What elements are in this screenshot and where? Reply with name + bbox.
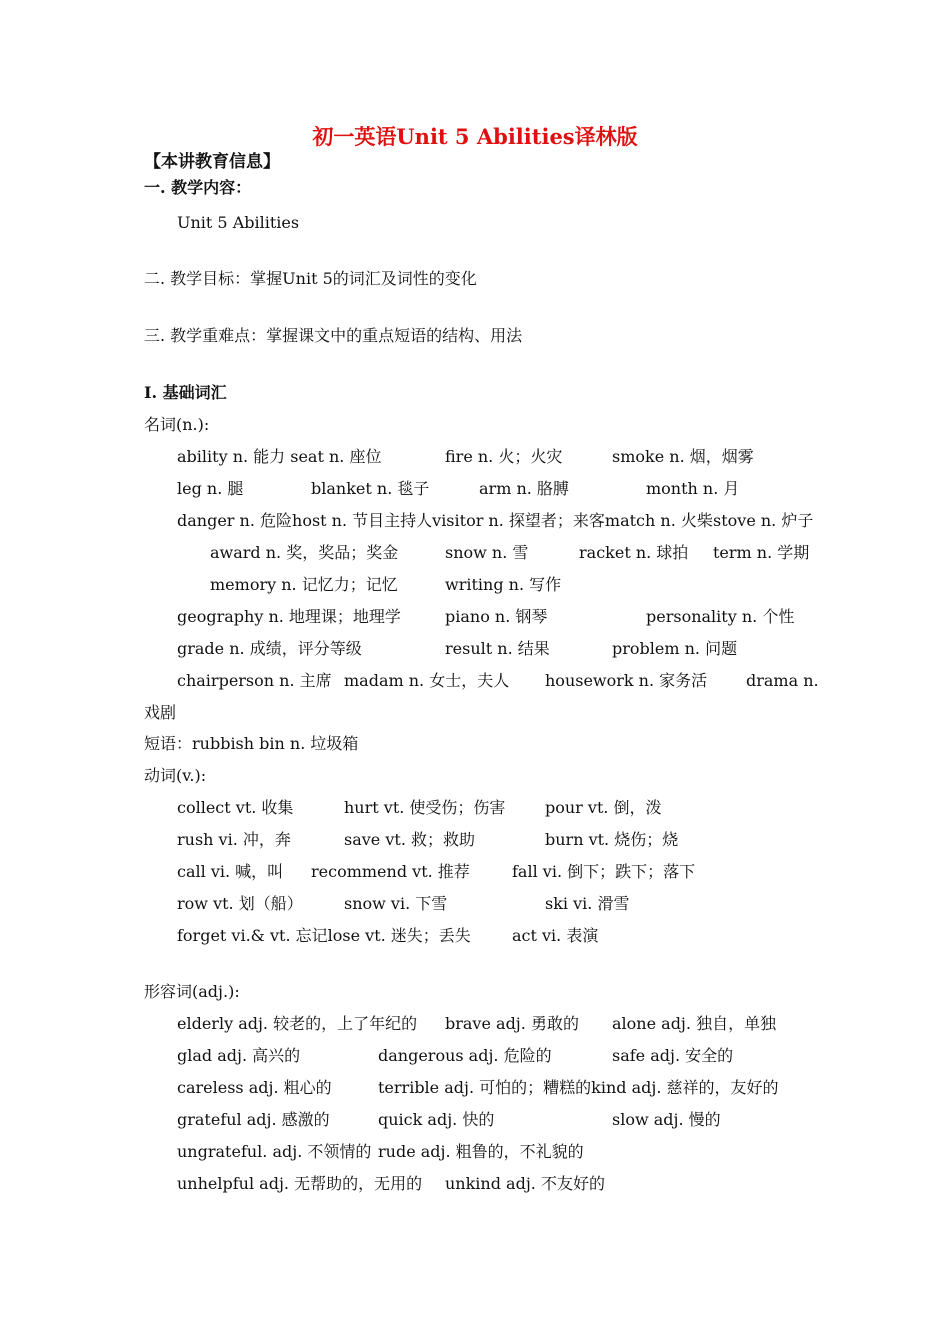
noun-item: housework n. 家务活	[545, 671, 708, 690]
noun-item: memory n. 记忆力；记忆	[210, 575, 398, 594]
adj-item: dangerous adj. 危险的	[378, 1046, 552, 1065]
verb-item: call vi. 喊，叫	[177, 862, 284, 881]
verbs-label: 动词(v.):	[144, 766, 207, 785]
part1-heading: Ⅰ. 基础词汇	[144, 383, 227, 402]
document-title: 初一英语Unit 5 Abilities译林版	[312, 124, 638, 149]
noun-item: stove n. 炉子	[713, 511, 814, 530]
nouns-label: 名词(n.):	[144, 415, 210, 434]
noun-item: personality n. 个性	[646, 607, 795, 626]
section2-text: 二. 教学目标：掌握Unit 5的词汇及词性的变化	[144, 269, 477, 288]
noun-item: month n. 月	[646, 479, 740, 498]
noun-item: result n. 结果	[445, 639, 550, 658]
noun-item: ability n. 能力 seat n. 座位	[177, 447, 382, 466]
section1-content: Unit 5 Abilities	[177, 213, 300, 232]
noun-item: blanket n. 毯子	[311, 479, 430, 498]
noun-item: geography n. 地理课；地理学	[177, 607, 401, 626]
noun-item: writing n. 写作	[445, 575, 562, 594]
noun-continuation: 戏剧	[144, 703, 177, 722]
noun-item: piano n. 钢琴	[445, 607, 548, 626]
section1-label: 一. 教学内容：	[144, 178, 252, 197]
adj-item: slow adj. 慢的	[612, 1110, 721, 1129]
verb-item: hurt vt. 使受伤；伤害	[344, 798, 506, 817]
adj-item: alone adj. 独自，单独	[612, 1014, 777, 1033]
adj-item: elderly adj. 较老的，上了年纪的	[177, 1014, 418, 1033]
noun-item: smoke n. 烟，烟雾	[612, 447, 754, 466]
noun-item: fire n. 火；火灾	[445, 447, 563, 466]
adj-item: ungrateful. adj. 不领情的	[177, 1142, 372, 1161]
verb-item: row vt. 划（船）	[177, 894, 303, 913]
adj-item: safe adj. 安全的	[612, 1046, 734, 1065]
adj-item: quick adj. 快的	[378, 1110, 495, 1129]
noun-item: snow n. 雪	[445, 543, 529, 562]
noun-item: chairperson n. 主席	[177, 671, 332, 690]
verb-item: fall vi. 倒下；跌下；落下	[512, 862, 696, 881]
verb-item: collect vt. 收集	[177, 798, 294, 817]
adj-item: rude adj. 粗鲁的，不礼貌的	[378, 1142, 584, 1161]
phrase-line: 短语：rubbish bin n. 垃圾箱	[144, 734, 359, 753]
verb-item: pour vt. 倒，泼	[545, 798, 662, 817]
adjectives-label: 形容词(adj.):	[144, 982, 240, 1001]
noun-item: madam n. 女士，夫人	[344, 671, 510, 690]
verb-item: ski vi. 滑雪	[545, 894, 630, 913]
verb-item: save vt. 救；救助	[344, 830, 475, 849]
info-header: 【本讲教育信息】	[144, 152, 280, 172]
adj-item: unhelpful adj. 无帮助的，无用的	[177, 1174, 423, 1193]
verb-item: snow vi. 下雪	[344, 894, 448, 913]
verb-item: forget vi.& vt. 忘记lose vt. 迷失；丢失	[177, 926, 471, 945]
noun-item: drama n.	[746, 671, 819, 690]
adj-item: careless adj. 粗心的	[177, 1078, 332, 1097]
adj-item: unkind adj. 不友好的	[445, 1174, 605, 1193]
verb-item: burn vt. 烧伤；烧	[545, 830, 679, 849]
section3-text: 三. 教学重难点：掌握课文中的重点短语的结构、用法	[144, 326, 523, 345]
verb-item: act vi. 表演	[512, 926, 599, 945]
noun-item: racket n. 球拍	[579, 543, 689, 562]
adj-item: grateful adj. 感激的	[177, 1110, 330, 1129]
noun-item: award n. 奖，奖品；奖金	[210, 543, 399, 562]
adj-item: terrible adj. 可怕的；糟糕的kind adj. 慈祥的，友好的	[378, 1078, 779, 1097]
noun-item: danger n. 危险host n. 节目主持人visitor n. 探望者；来客match n. 火柴	[177, 511, 713, 530]
noun-item: problem n. 问题	[612, 639, 738, 658]
adj-item: brave adj. 勇敢的	[445, 1014, 579, 1033]
verb-item: recommend vt. 推荐	[311, 862, 470, 881]
noun-item: arm n. 胳膊	[479, 479, 569, 498]
adj-item: glad adj. 高兴的	[177, 1046, 301, 1065]
noun-item: leg n. 腿	[177, 479, 244, 498]
noun-item: grade n. 成绩，评分等级	[177, 639, 362, 658]
verb-item: rush vi. 冲，奔	[177, 830, 291, 849]
noun-item: term n. 学期	[713, 543, 810, 562]
